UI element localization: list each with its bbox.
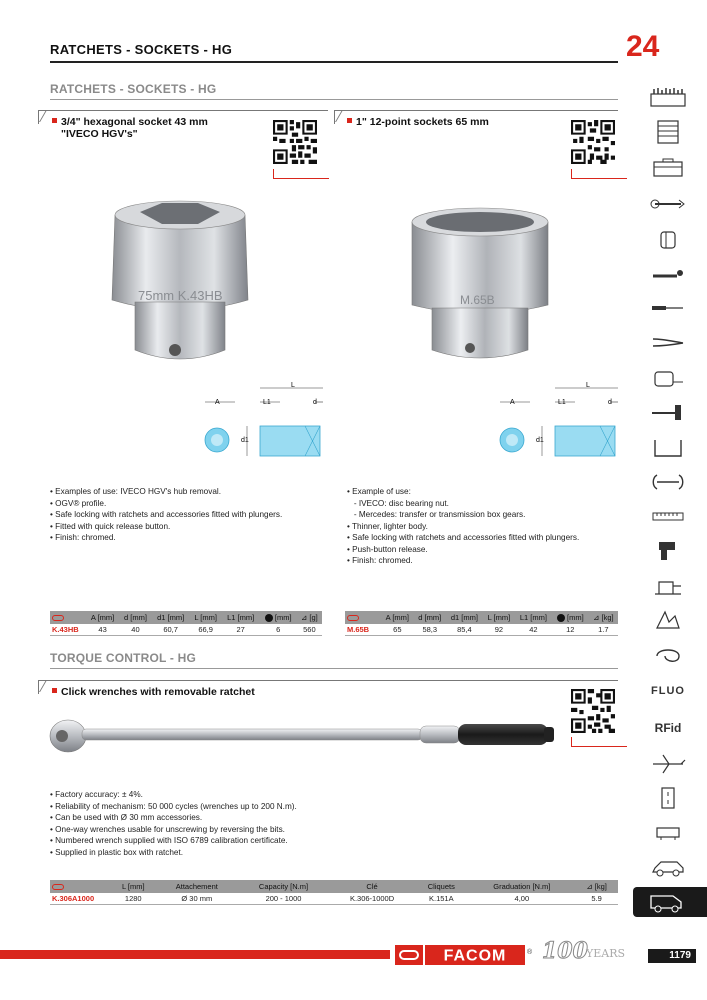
label-d1: d1 [536,437,544,444]
feature-item: • Finish: chromed. [347,556,413,565]
weight-icon: ⊿ [593,613,600,622]
feature-item: • Fitted with quick release button. [50,521,171,531]
label-L1: L1 [558,399,566,406]
title-bullet [52,118,57,123]
screwdriver-icon[interactable] [649,296,687,320]
facom-wordmark: FACOM [443,947,507,965]
feature-item: • Finish: chromed. [50,533,116,542]
product-reference[interactable]: K.43HB [50,624,86,635]
feature-item: • Safe locking with ratchets and accessories fitted with plungers. [347,533,580,542]
product1-features [50,486,282,544]
product1-spec-table [50,611,322,636]
12-point-icon [557,614,565,622]
col-header: Attachement [157,880,238,893]
hammer-icon[interactable] [649,400,687,424]
label-A: A [510,399,515,406]
product-title-text: Click wrenches with removable ratchet [61,686,255,698]
col-header-weight: ⊿ [g] [297,611,322,624]
col-header: Cliquets [414,880,468,893]
qr-marker [571,178,627,179]
facom-arrow-icon [50,880,110,893]
title-bullet [347,118,352,123]
hundred-years-mark: 100 [542,938,588,964]
label-L: L [586,382,590,389]
qr-code-icon[interactable] [571,689,615,733]
feature-item: • Thinner, lighter body. [347,521,428,531]
socket-engraving: 75mm K.43HB [138,288,223,303]
hazard-tools-icon[interactable] [649,608,687,632]
qr-marker [571,746,627,747]
qr-code-icon[interactable] [273,120,317,164]
puller-icon[interactable] [649,470,687,494]
registered-mark: ® [527,949,533,956]
pliers-icon[interactable] [649,330,687,354]
col-header: L [mm] [110,880,157,893]
product3-spec-table [50,880,618,905]
feature-item: • One-way wrenches usable for unscrewing by reversing the bits. [50,824,285,834]
tool-cabinet-icon[interactable] [649,120,687,144]
toolbox-icon[interactable] [649,156,687,180]
facom-logo[interactable] [395,945,525,965]
col-header-weight: ⊿ [kg] [575,880,618,893]
combination-wrench-icon[interactable] [649,192,687,216]
product-title-click-wrench [52,686,255,698]
measuring-icon[interactable] [649,504,687,528]
feature-item: • Examples of use: IVECO HGV's hub removal. [50,487,221,496]
hacksaw-icon[interactable] [649,436,687,460]
page-number: 1179 [648,949,696,963]
col-header: d1 [mm] [152,611,190,624]
title-rule [50,61,618,63]
socket-dimension-diagram [490,378,625,468]
col-header-hex: [mm] [260,611,297,624]
socket-engraving: M.65B [460,293,495,307]
col-header: d [mm] [119,611,152,624]
col-header: L1 [mm] [222,611,260,624]
col-header: A [mm] [381,611,414,624]
title-bullet [52,688,57,693]
chapter-number: 24 [626,30,660,63]
ratchet-icon[interactable] [649,262,687,286]
qr-marker [273,178,329,179]
weight-icon: ⊿ [586,882,593,891]
vice-icon[interactable] [649,574,687,598]
tape-measure-icon[interactable] [649,366,687,390]
car-icon[interactable] [649,856,687,880]
label-d: d [313,399,317,406]
label-d: d [608,399,612,406]
col-header: Clé [330,880,414,893]
rfid-label[interactable]: RFid [654,721,682,735]
product-reference[interactable]: K.306A1000 [50,893,110,904]
product2-spec-table [345,611,618,636]
product-title-line1: 3/4" hexagonal socket 43 mm [61,116,208,128]
col-header: Graduation [N.m] [468,880,575,893]
feature-item: - Mercedes: transfer or transmission box gears. [347,510,526,519]
facom-arrow-icon [50,611,86,624]
table-row[interactable]: K.43HB 43 40 60,7 66,9 27 6 560 [50,624,322,635]
label-A: A [215,399,220,406]
col-header: L1 [mm] [515,611,552,624]
hex-icon [265,614,273,622]
col-header: L [mm] [483,611,515,624]
col-header: d [mm] [414,611,446,624]
feature-item: • Push-button release. [347,544,428,554]
col-header: A [mm] [86,611,119,624]
label-d1: d1 [241,437,249,444]
12pt-socket-image [400,200,560,370]
product-reference[interactable]: M.65B [345,624,381,635]
col-header: Capacity [N.m] [237,880,330,893]
qr-code-icon[interactable] [571,120,615,164]
feature-item: • Can be used with Ø 30 mm accessories. [50,813,203,822]
hex-socket-image [100,190,260,370]
sidebar-active-tab[interactable] [633,887,707,917]
weight-icon: ⊿ [301,613,308,622]
connector-icon[interactable] [649,820,687,844]
product-title-line2: "IVECO HGV's" [61,128,138,140]
years-label: YEARS [586,947,626,960]
section-rule [50,668,618,669]
label-L1: L1 [263,399,271,406]
fluo-label[interactable]: FLUO [651,685,685,697]
product3-features [50,789,297,858]
product-title-text: 1" 12-point sockets 65 mm [356,116,489,128]
feature-item: • Safe locking with ratchets and accessories fitted with plungers. [50,510,283,519]
socket-set-icon[interactable] [649,86,687,110]
feature-item: • Supplied in plastic box with ratchet. [50,847,184,857]
col-header-weight: ⊿ [kg] [589,611,618,624]
aviation-icon[interactable] [649,752,687,776]
col-header: L [mm] [190,611,222,624]
feature-item: - IVECO: disc bearing nut. [347,498,449,508]
footer-red-bar [0,950,390,959]
socket-dimension-diagram [195,378,330,468]
facom-arrow-icon [345,611,381,624]
safety-lanyard-icon[interactable] [649,644,687,668]
feature-item: • Factory accuracy: ± 4%. [50,790,143,799]
air-tool-icon[interactable] [649,538,687,562]
page-title: RATCHETS - SOCKETS - HG [50,42,233,57]
feature-item: • Example of use: [347,487,411,496]
section-heading-torque: TORQUE CONTROL - HG [50,651,197,665]
table-row[interactable]: K.306A1000 1280 Ø 30 mm 200 - 1000 K.306-1000D K.151A 4,00 5.9 [50,893,618,904]
label-L: L [291,382,295,389]
feature-item: • OGV® profile. [50,498,107,508]
product2-features [347,486,579,567]
product-title-12pt-socket [347,116,489,128]
van-icon [647,890,687,914]
electrical-icon[interactable] [649,786,687,810]
torque-wrench-image [48,712,568,757]
col-header-12pt: [mm] [552,611,589,624]
section-rule [50,99,618,100]
product-title-hex-socket [52,116,208,140]
socket-icon[interactable] [649,228,687,252]
feature-item: • Numbered wrench supplied with ISO 6789 calibration certificate. [50,836,288,845]
section-heading-ratchets: RATCHETS - SOCKETS - HG [50,82,217,96]
table-row[interactable]: M.65B 65 58,3 85,4 92 42 12 1.7 [345,624,618,635]
col-header: d1 [mm] [446,611,483,624]
feature-item: • Reliability of mechanism: 50 000 cycles (wrenches up to 200 N.m). [50,801,297,811]
